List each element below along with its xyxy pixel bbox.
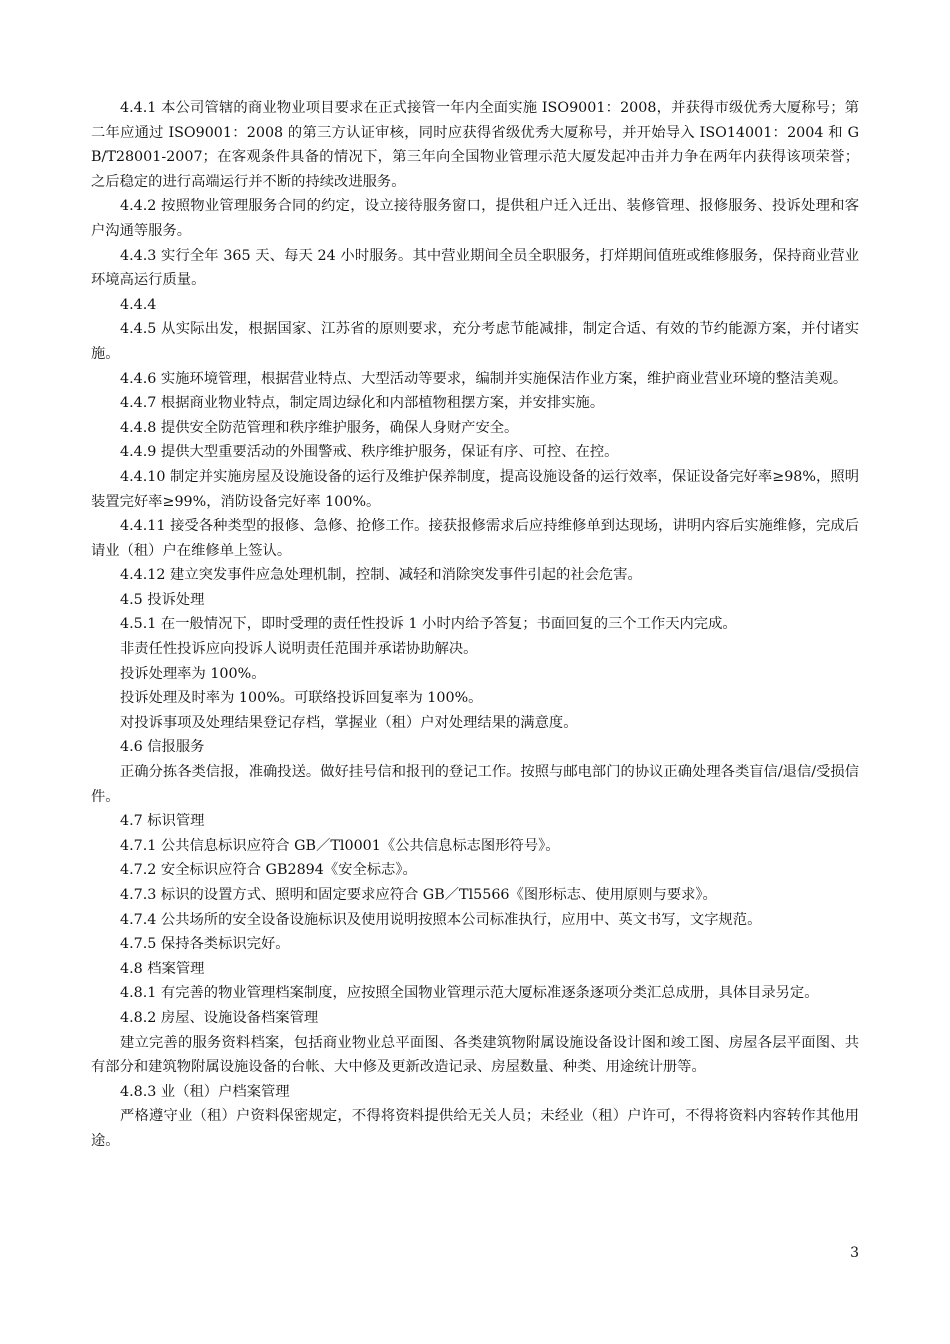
paragraph-4-4-3: 4.4.3 实行全年 365 天、每天 24 小时服务。其中营业期间全员全职服务，打烊期间值班或维修服务，保持商业营业环境高运行质量。 xyxy=(91,247,859,289)
paragraph-4-4-7: 4.4.7 根据商业物业特点，制定周边绿化和内部植物租摆方案，并安排实施。 xyxy=(120,395,605,412)
paragraph-4-4-10: 4.4.10 制定并实施房屋及设施设备的运行及维护保养制度，提高设施设备的运行效率，保证设备完好率≥98%，照明装置完好率≥99%，消防设备完好率 100%。 xyxy=(91,468,859,510)
paragraph-4-4-6: 4.4.6 实施环境管理，根据营业特点、大型活动等要求，编制并实施保洁作业方案，维护商业营业环境的整洁美观。 xyxy=(120,370,848,387)
paragraph-4-4-5: 4.4.5 从实际出发，根据国家、江苏省的原则要求，充分考虑节能减排，制定合适、有效的节约能源方案，并付诸实施。 xyxy=(91,321,859,362)
paragraph-4-7-3: 4.7.3 标识的设置方式、照明和固定要求应符合 GB／Tl5566《图形标志、使用原则与要求》。 xyxy=(120,887,717,903)
section-heading-4-8: 4.8 档案管理 xyxy=(120,960,205,977)
paragraph-4-7-4: 4.7.4 公共场所的安全设备设施标识及使用说明按照本公司标准执行，应用中、英文书写，文字规范。 xyxy=(120,911,762,928)
section-heading-4-7: 4.7 标识管理 xyxy=(120,813,205,830)
paragraph-non-liability-complaint: 非责任性投诉应向投诉人说明责任范围并承诺协助解决。 xyxy=(120,641,478,658)
paragraph-4-4-1: 4.4.1 本公司管辖的商业物业项目要求在正式接管一年内全面实施 ISO9001：2008，并获得市级优秀大厦称号；第二年应通过 ISO9001：2008 的第三方认证审核，同时应获得省级优秀大厦称号，并开始导入 ISO14001：2004 和 GB/T28001-2007；在客观条件具备的情况下，第三年向全国物业管理示范大厦发起冲击并力争在两年内获得该项荣誉；之后稳定的进行高端运行并不断的持续改进服务。 xyxy=(91,100,859,190)
subheading-4-8-3: 4.8.3 业（租）户档案管理 xyxy=(120,1083,290,1100)
paragraph-tenant-archive: 严格遵守业（租）户资料保密规定，不得将资料提供给无关人员；未经业（租）户许可，不得将资料内容转作其他用途。 xyxy=(91,1108,859,1149)
paragraph-4-4-9: 4.4.9 提供大型重要活动的外围警戒、秩序维护服务，保证有序、可控、在控。 xyxy=(120,444,619,461)
page-number: 3 xyxy=(850,1245,859,1261)
paragraph-4-7-5: 4.7.5 保持各类标识完好。 xyxy=(120,936,290,953)
paragraph-complaint-archive: 对投诉事项及处理结果登记存档，掌握业（租）户对处理结果的满意度。 xyxy=(120,714,578,731)
paragraph-4-7-1: 4.7.1 公共信息标识应符合 GB／Tl0001《公共信息标志图形符号》。 xyxy=(120,837,560,854)
paragraph-complaint-rate: 投诉处理率为 100%。 xyxy=(120,665,266,682)
paragraph-facility-archive: 建立完善的服务资料档案，包括商业物业总平面图、各类建筑物附属设施设备设计图和竣工图、房屋各层平面图、共有部分和建筑物附属设施设备的台帐、大中修及更新改造记录、房屋数量、种类、用途统计册等。 xyxy=(91,1034,859,1076)
paragraph-complaint-timeliness: 投诉处理及时率为 100%。可联络投诉回复率为 100%。 xyxy=(120,690,483,707)
subheading-4-8-2: 4.8.2 房屋、设施设备档案管理 xyxy=(120,1009,319,1026)
section-heading-4-6: 4.6 信报服务 xyxy=(120,739,205,756)
paragraph-4-4-11: 4.4.11 接受各种类型的报修、急修、抢修工作。接获报修需求后应持维修单到达现场，讲明内容后实施维修，完成后请业（租）户在维修单上签认。 xyxy=(91,518,859,559)
paragraph-4-4-8: 4.4.8 提供安全防范管理和秩序维护服务，确保人身财产安全。 xyxy=(120,419,519,436)
document-body xyxy=(91,96,859,1154)
paragraph-4-4-2: 4.4.2 按照物业管理服务合同的约定，设立接待服务窗口，提供租户迁入迁出、装修管理、报修服务、投诉处理和客户沟通等服务。 xyxy=(91,198,859,239)
paragraph-4-7-2: 4.7.2 安全标识应符合 GB2894《安全标志》。 xyxy=(120,862,417,879)
paragraph-4-4-4: 4.4.4 xyxy=(120,296,157,313)
paragraph-4-5-1: 4.5.1 在一般情况下，即时受理的责任性投诉 1 小时内给予答复；书面回复的三个工作天内完成。 xyxy=(120,616,737,633)
paragraph-mail-service: 正确分拣各类信报，准确投送。做好挂号信和报刊的登记工作。按照与邮电部门的协议正确处理各类盲信/退信/受损信件。 xyxy=(91,764,859,805)
section-heading-4-5: 4.5 投诉处理 xyxy=(120,591,205,608)
paragraph-4-8-1: 4.8.1 有完善的物业管理档案制度，应按照全国物业管理示范大厦标准逐条逐项分类汇总成册，具体目录另定。 xyxy=(120,985,819,1002)
paragraph-4-4-12: 4.4.12 建立突发事件应急处理机制，控制、减轻和消除突发事件引起的社会危害。 xyxy=(120,567,642,584)
